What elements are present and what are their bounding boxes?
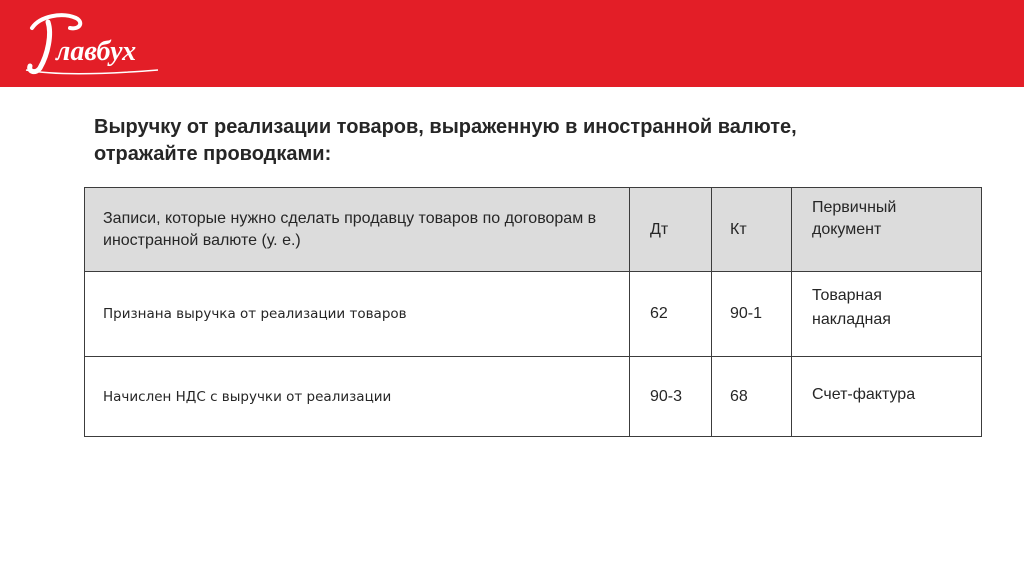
row-debit: 90-3 bbox=[650, 387, 683, 405]
page-heading: Выручку от реализации товаров, выраженную в иностранной валюте, отражайте проводками: bbox=[94, 116, 797, 165]
glavbukh-logo bbox=[18, 10, 168, 78]
header-document: Первичный документ bbox=[792, 188, 982, 272]
table-row bbox=[85, 357, 982, 437]
row-document: Товарная накладная bbox=[812, 287, 891, 328]
table-row bbox=[85, 272, 982, 357]
header-debit: Дт bbox=[630, 188, 712, 272]
row-debit: 62 bbox=[650, 305, 668, 322]
table-header-row bbox=[85, 188, 982, 272]
header-credit: Кт bbox=[712, 188, 792, 272]
brand-header-bar bbox=[0, 0, 1024, 87]
row-description: Начислен НДС с выручки от реализации bbox=[103, 388, 392, 405]
row-description: Признана выручка от реализации товаров bbox=[103, 306, 407, 322]
header-description: Записи, которые нужно сделать продавцу товаров по договорам в иностранной валюте (у. е.) bbox=[85, 188, 630, 272]
row-credit: 68 bbox=[730, 387, 748, 405]
entries-table bbox=[84, 187, 982, 437]
row-credit: 90-1 bbox=[730, 305, 763, 322]
svg-text:лавбух: лавбух bbox=[56, 36, 137, 67]
row-document: Счет-фактура bbox=[812, 385, 916, 403]
